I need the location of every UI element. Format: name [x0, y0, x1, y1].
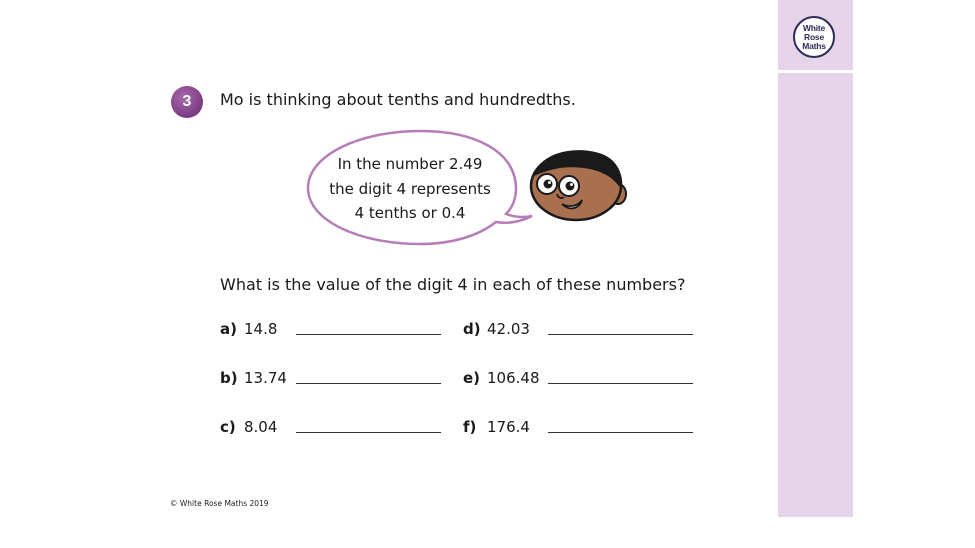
question-intro: Mo is thinking about tenths and hundredths. — [220, 90, 576, 109]
answer-line-b[interactable] — [296, 383, 441, 384]
speech-line-2: the digit 4 represents — [329, 179, 491, 198]
item-d — [463, 320, 530, 338]
item-label: b) — [220, 369, 238, 387]
item-label: f) — [463, 418, 477, 436]
item-label: c) — [220, 418, 236, 436]
brand-sidebar — [778, 0, 853, 517]
item-number: 14.8 — [244, 320, 278, 338]
item-label: a) — [220, 320, 237, 338]
item-number: 8.04 — [244, 418, 278, 436]
speech-line-1: In the number 2.49 — [337, 155, 483, 173]
logo-line-1: White — [802, 22, 826, 33]
logo-line-3: Maths — [802, 40, 826, 51]
item-number: 176.4 — [487, 418, 530, 436]
item-label: d) — [463, 320, 481, 338]
brand-header — [778, 0, 853, 73]
item-number: 106.48 — [487, 369, 540, 387]
item-c — [220, 418, 277, 436]
white-rose-maths-logo — [793, 16, 835, 58]
speech-bubble-text — [320, 152, 500, 226]
item-number: 42.03 — [487, 320, 530, 338]
item-e — [463, 369, 540, 387]
answer-line-f[interactable] — [548, 432, 693, 433]
item-a — [220, 320, 277, 338]
mo-character-face — [524, 146, 628, 228]
answer-line-e[interactable] — [548, 383, 693, 384]
answer-line-c[interactable] — [296, 432, 441, 433]
speech-line-3: 4 tenths or 0.4 — [354, 204, 466, 222]
item-label: e) — [463, 369, 481, 387]
logo-line-2: Rose — [804, 31, 824, 42]
copyright-footer: © White Rose Maths 2019 — [170, 499, 269, 508]
item-b — [220, 369, 287, 387]
item-f — [463, 418, 530, 436]
answer-line-a[interactable] — [296, 334, 441, 335]
question-number-badge: 3 — [171, 86, 203, 118]
answer-line-d[interactable] — [548, 334, 693, 335]
item-number: 13.74 — [244, 369, 287, 387]
question-prompt: What is the value of the digit 4 in each of these numbers? — [220, 275, 686, 294]
